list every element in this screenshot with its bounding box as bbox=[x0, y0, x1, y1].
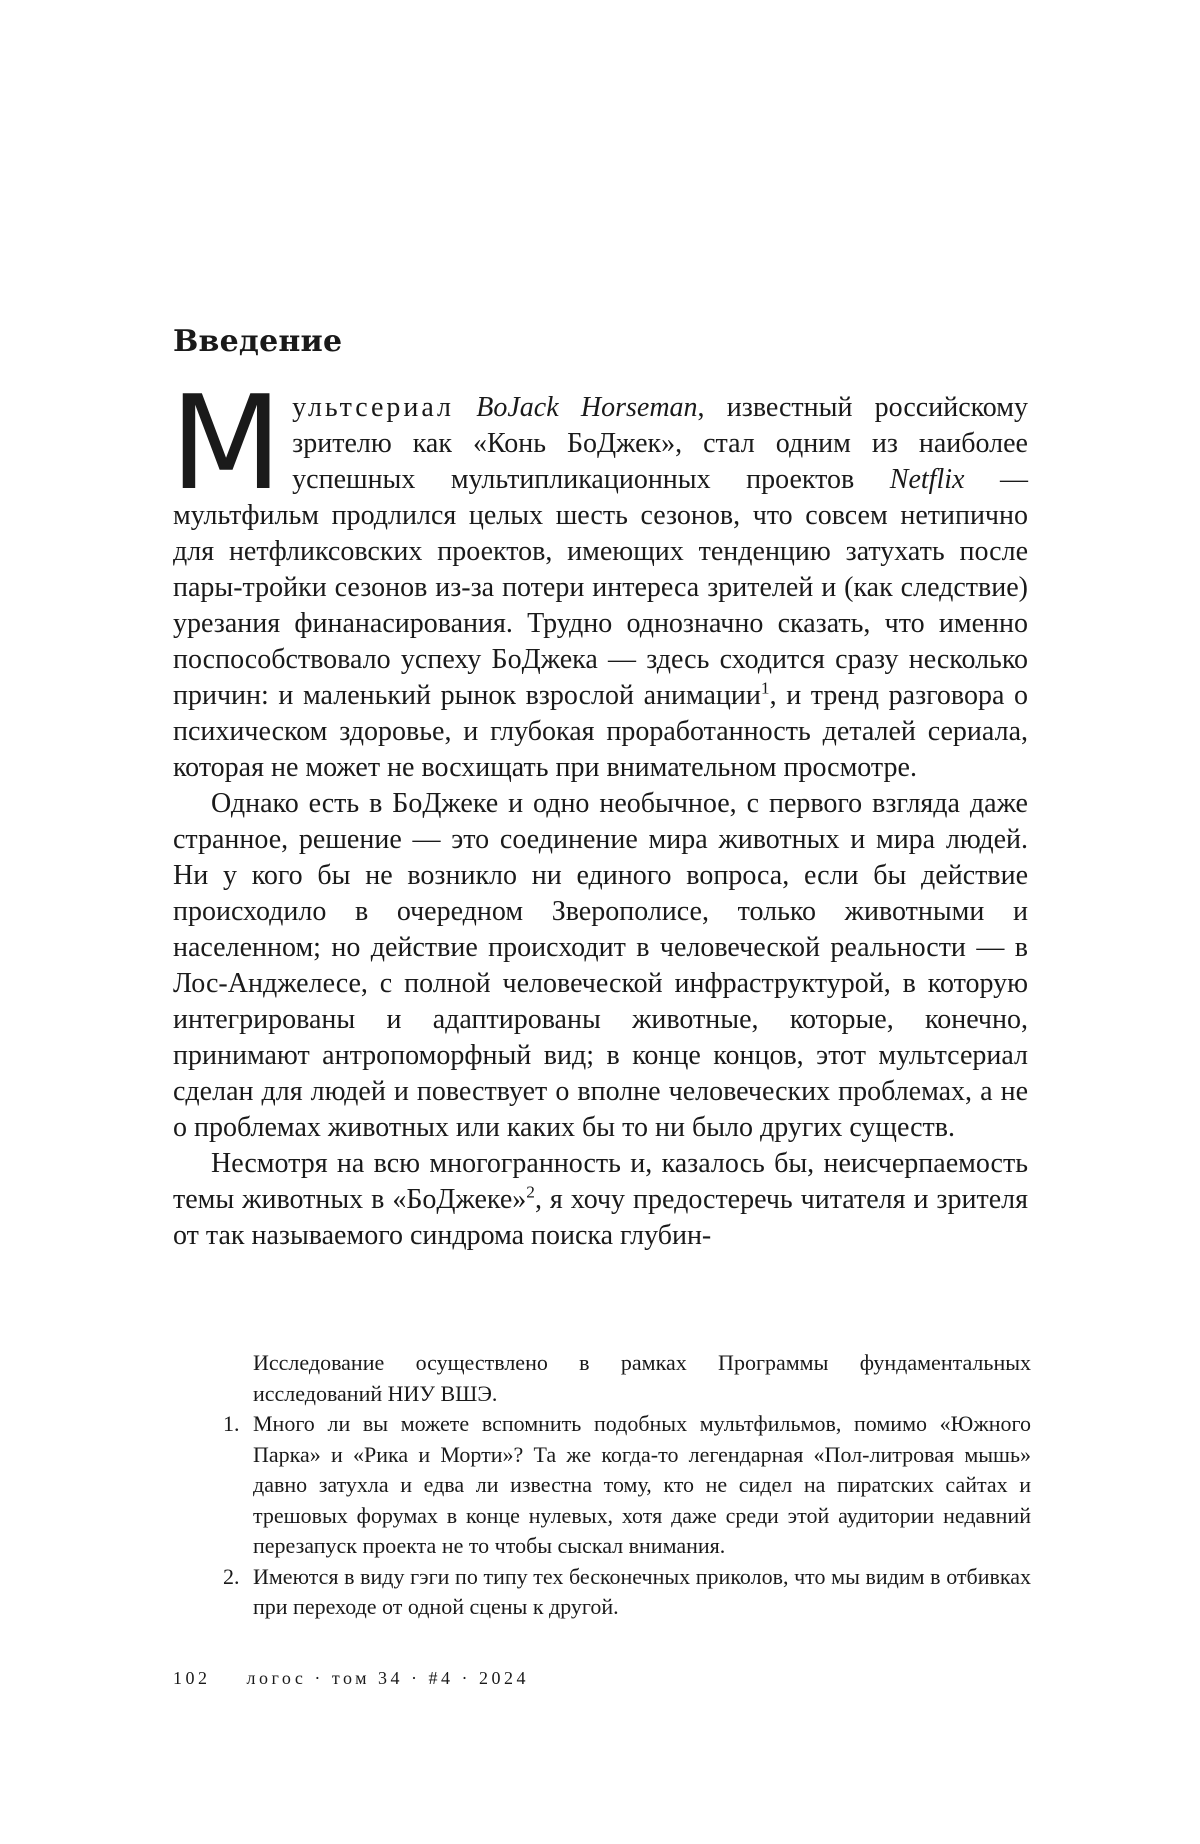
running-title: логос · том 34 · #4 · 2024 bbox=[246, 1668, 530, 1688]
netflix-name: Netflix bbox=[889, 464, 965, 495]
paragraph-2: Однако есть в БоДжеке и одно необычное, с первого взгляда даже странное, решение — это соединение мира животных и мира людей. Ни у кого бы не возникло ни единого вопроса, если бы действие происходило в очередном Зверополисе, только животными и населенном; но действие происходит в человеческой реальности — в Лос-Анджелесе, с полной человеческой инфраструктурой, в которую интегрированы и адаптированы животные, которые, конечно, принимают антропоморфный вид; в конце концов, этот мультсериал сделан для людей и повествует о вполне человеческих проблемах, а не о проблемах животных или каких бы то ни было других существ. bbox=[173, 788, 1028, 1143]
intro-text-3: , и тренд разговора о психическом здоровье, и глубокая проработанность деталей сериала, которая не может не восхищать при внимательном просмотре. bbox=[173, 680, 1029, 783]
drop-cap: М bbox=[170, 367, 281, 519]
footnote-number: 2. bbox=[223, 1563, 240, 1589]
footnote-list bbox=[223, 1409, 1031, 1623]
paragraph-3-text-2: , я хочу предостеречь читателя и зрителя от так называемого синдрома поиска глубин- bbox=[173, 1184, 1028, 1251]
intro-text-1: , известный российскому зрителю как «Конь БоДжек», стал одним из наиболее успешных мультипликационных проектов bbox=[292, 392, 1028, 495]
footnote-ref-2[interactable]: 2 bbox=[526, 1182, 535, 1202]
footnote-1 bbox=[223, 1409, 1031, 1562]
section-heading: Введение bbox=[173, 324, 343, 359]
series-title: BoJack Horseman bbox=[476, 392, 698, 423]
paragraph-3-text-1: Несмотря на всю многогранность и, казалось бы, неисчерпаемость темы животных в «БоДжеке» bbox=[173, 1148, 1028, 1215]
footnote-ref-1[interactable]: 1 bbox=[760, 678, 770, 698]
intro-text-2: — мультфильм продлился целых шесть сезонов, что совсем нетипично для нетфликсовских проектов, имеющих тенденцию затухать после пары-тройки сезонов из-за потери интереса зрителей и (как следствие) урезания финанасирования. Трудно однозначно сказать, что именно поспособствовало успеху БоДжека — здесь сходится сразу несколько причин: и маленький рынок взрослой анимации bbox=[173, 464, 1028, 711]
footnote-text: Имеются в виду гэги по типу тех бесконечных приколов, что мы видим в отбивках при переходе от одной сцены к другой. bbox=[253, 1563, 1031, 1619]
footnote-2 bbox=[223, 1562, 1031, 1623]
body-text bbox=[170, 367, 1029, 1254]
footnotes bbox=[223, 1348, 1031, 1623]
page-number: 102 bbox=[173, 1668, 211, 1688]
lead-word: ультсериал bbox=[292, 392, 455, 423]
funding-note: Исследование осуществлено в рамках Программы фундаментальных исследований НИУ ВШЭ. bbox=[253, 1350, 1031, 1406]
footnote-number: 1. bbox=[223, 1411, 240, 1436]
paragraph-3 bbox=[173, 1146, 1028, 1254]
page-footer bbox=[173, 1666, 529, 1690]
footnote-text: Много ли вы можете вспомнить подобных мультфильмов, помимо «Южного Парка» и «Рика и Морти»? Та же когда-то легендарная «Пол-литровая мышь» давно затухла и едва ли известна тому, кто не сидел на пиратских сайтах и трешовых форумах в конце нулевых, хотя даже среди этой аудитории недавний перезапуск проекта не то чтобы сыскал внимания. bbox=[253, 1411, 1031, 1558]
paragraph-intro bbox=[170, 367, 1029, 786]
